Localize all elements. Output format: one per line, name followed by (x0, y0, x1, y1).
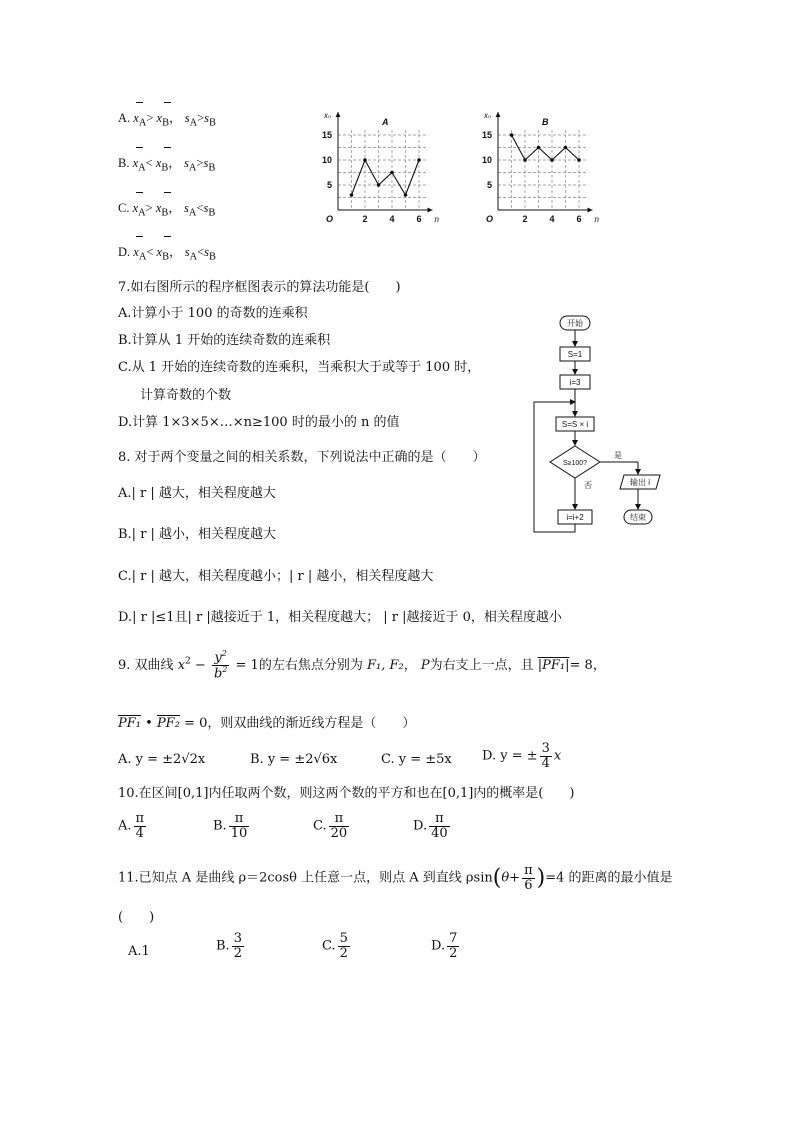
q10-option-c: C. $\frac{\pi}{20}$ (313, 811, 348, 841)
q11-paren: ( ) (118, 910, 155, 925)
q7-option-b: B.计算从 1 开始的连续奇数的连乘积 (118, 333, 331, 348)
q8-option-a: A.| r | 越大，相关程度越大 (118, 486, 276, 501)
chart-title: A (382, 117, 389, 127)
q9-eq-x: x (177, 657, 186, 673)
q10-stem: 10.在区间[0,1]内任取两个数，则这两个数的平方和也在[0,1]内的概率是( ) (118, 786, 575, 801)
q11-option-d: D. $\frac{7}{2}$ (431, 931, 458, 961)
mean-bar (164, 102, 171, 103)
y-tick-label: 15 (481, 130, 492, 140)
q9-eq-fraction: $\frac{y^2}{b^2}$ (213, 649, 228, 682)
data-point (550, 158, 554, 162)
q8-option-d: D.| r |≤1且| r |越接近于 1，相关程度越大； | r |越接近于 0，相关程度越小 (118, 610, 562, 625)
flowchart (528, 310, 688, 535)
flow-s1-label: S=1 (567, 350, 583, 359)
data-point (537, 146, 541, 150)
q6-option-d: D. $x_A< x_B$， $s_A<s_B$ (118, 245, 216, 263)
flow-i3-label: i=3 (569, 378, 581, 387)
flow-output-label: 输出 i (630, 478, 650, 487)
q9-option-c: C. y = ±5x (381, 752, 452, 767)
q9-line2: PF₁ • PF₂ = 0，则双曲线的渐近线方程是（ ） (118, 716, 416, 731)
data-point (404, 193, 408, 197)
q9-vector-pf1-abs: |PF₁| (537, 657, 570, 673)
data-point (510, 133, 514, 137)
x-tick-label: 2 (362, 214, 368, 224)
data-point (577, 158, 581, 162)
x-tick-label: 4 (389, 214, 395, 224)
x-tick-label: 6 (576, 214, 582, 224)
q9-vector-pf2: PF₂ (156, 716, 180, 731)
y-axis-arrow (496, 112, 501, 117)
data-point (377, 183, 381, 187)
q7-stem: 7.如右图所示的程序框图表示的算法功能是( ) (118, 280, 401, 295)
x-tick-label: 2 (522, 214, 528, 224)
mean-bar (136, 192, 143, 193)
y-axis-label: xₙ (484, 111, 492, 120)
q7-option-c: C.从 1 开始的连续奇数的连乘积，当乘积大于或等于 100 时， (118, 360, 481, 375)
origin-label: O (486, 214, 494, 224)
x-tick-label: 4 (549, 214, 555, 224)
data-point (564, 146, 568, 150)
mean-bar (136, 102, 143, 103)
q11-option-a: A.1 (128, 944, 150, 959)
q10-option-b: B. $\frac{\pi}{10}$ (213, 811, 248, 841)
chart-b (478, 108, 608, 232)
series-line (352, 160, 420, 195)
q7-option-a: A.计算小于 100 的奇数的连乘积 (118, 306, 308, 321)
data-point (523, 158, 527, 162)
q6-option-a: A. $x_A> x_B$， $s_A>s_B$ (118, 111, 216, 129)
mean-bar (164, 147, 171, 148)
data-point (350, 193, 354, 197)
q10-option-d: D. $\frac{\pi}{40}$ (413, 811, 448, 841)
flow-no-label: 否 (584, 481, 592, 490)
mean-bar (136, 236, 143, 237)
q7-option-d: D.计算 1×3×5×…×n≥100 时的最小的 n 的值 (118, 415, 400, 430)
mean-bar (164, 236, 171, 237)
y-tick-label: 5 (326, 180, 332, 190)
y-axis-arrow (336, 112, 341, 117)
x-tick-label: 6 (416, 214, 422, 224)
flow-inc-label: i=i+2 (566, 513, 584, 522)
q11-option-c: C. $\frac{5}{2}$ (322, 931, 348, 961)
q9-vector-pf1: PF₁ (118, 716, 141, 731)
flow-start-label: 开始 (567, 319, 583, 328)
mean-bar (164, 192, 171, 193)
q8-option-b: B.| r | 越小，相关程度越大 (118, 527, 277, 542)
q8-stem: 8. 对于两个变量之间的相关系数，下列说法中正确的是（ ） (118, 450, 486, 465)
y-tick-label: 10 (321, 155, 332, 165)
y-tick-label: 10 (481, 155, 492, 165)
x-axis-label: n (594, 215, 599, 224)
q6-option-c: C. $x_A> x_B$， $s_A<s_B$ (118, 201, 216, 219)
x-axis-arrow (588, 208, 593, 213)
q7-option-c-cont: 计算奇数的个数 (140, 388, 232, 403)
flow-end-label: 结束 (630, 513, 646, 522)
y-tick-label: 15 (321, 130, 332, 140)
x-axis-label: n (434, 215, 439, 224)
chart-a (318, 108, 448, 232)
q11-stem: 11.已知点 A 是曲线 ρ＝2cosθ 上任意一点，则点 A 到直线 ρsin(θ+ $\frac{\pi}{6}$ )=4 的距离的最小值是 (118, 863, 673, 893)
y-axis-label: xₙ (324, 111, 332, 120)
mean-bar (136, 147, 143, 148)
data-point (363, 158, 367, 162)
data-point (390, 171, 394, 175)
chart-title: B (542, 117, 549, 127)
data-point (417, 158, 421, 162)
y-tick-label: 5 (486, 180, 492, 190)
q6-option-b: B. $x_A< x_B$， $s_A>s_B$ (118, 156, 216, 174)
q9-line1: 9. 双曲线 $x^2$ − $\frac{y^2}{b^2}$ = 1的左右焦点分别为 F₁, F₂， P为右支上一点，且 |PF₁|= 8， (118, 649, 606, 682)
q9-option-d: D. y = ± $\frac{3}{4}$ x (482, 741, 562, 771)
q9-option-a: A. y = ±2√2x (118, 752, 206, 767)
flow-mult-label: S=S × i (561, 420, 589, 429)
q8-option-c: C.| r | 越大，相关程度越小；| r | 越小，相关程度越大 (118, 569, 434, 584)
q10-option-a: A. $\frac{\pi}{4}$ (118, 811, 145, 841)
flow-condition-label: S≥100? (562, 460, 588, 467)
flow-yes-label: 是 (614, 451, 622, 460)
origin-label: O (326, 214, 334, 224)
q9-option-b: B. y = ±2√6x (250, 752, 338, 767)
x-axis-arrow (428, 208, 433, 213)
q11-option-b: B. $\frac{3}{2}$ (216, 931, 242, 961)
